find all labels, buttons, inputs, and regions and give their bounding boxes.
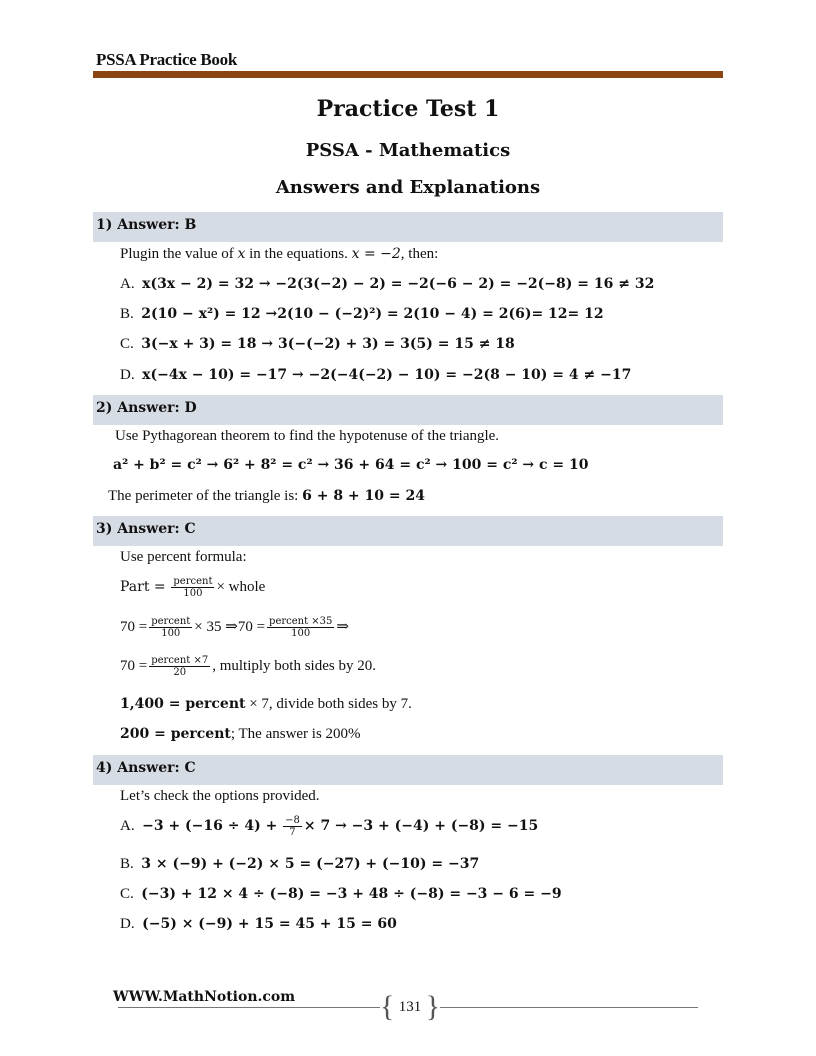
header-rule — [93, 71, 723, 78]
left-brace-glyph: { — [380, 990, 395, 1023]
q3-formula: Part = $\frac{\text{percent}}{100}$ × whole — [120, 576, 266, 599]
q4-option-d: D. (−5) × (−9) + 15 = 45 + 15 = 60 — [120, 916, 397, 932]
footer-rule-right — [440, 1007, 698, 1008]
q3-step-4: 200 = percent; The answer is 200% — [120, 726, 361, 742]
fraction-percent-over-100: $\frac{\text{percent}}{100}$ — [151, 616, 191, 639]
q1-option-c: C. 3(−x + 3) = 18 → 3(−(−2) + 3) = 3(5) = 15 ≠ 18 — [120, 336, 515, 352]
right-brace-glyph: } — [425, 990, 440, 1023]
q3-step-2: 70 = $\frac{\text{percent ×7}}{20}$ , multiply both sides by 20. — [120, 655, 376, 678]
test-title: Practice Test 1 — [316, 96, 500, 122]
q2-intro: Use Pythagorean theorem to find the hypotenuse of the triangle. — [115, 428, 500, 444]
q3-intro: Use percent formula: — [120, 549, 247, 565]
section-title: Answers and Explanations — [275, 177, 541, 198]
q4-option-c: C. (−3) + 12 × 4 ÷ (−8) = −3 + 48 ÷ (−8) = −3 − 6 = −9 — [120, 886, 562, 902]
q4-option-b: B. 3 × (−9) + (−2) × 5 = (−27) + (−10) = −37 — [120, 856, 480, 872]
subject-title: PSSA - Mathematics — [305, 140, 511, 161]
q2-pythagoras: a² + b² = c² → 6² + 8² = c² → 36 + 64 = c² → 100 = c² → c = 10 — [113, 457, 589, 473]
book-title: PSSA Practice Book — [96, 50, 237, 69]
q4-intro: Let’s check the options provided. — [120, 788, 320, 804]
answer-band-3 — [93, 516, 723, 546]
page-number-box — [380, 992, 440, 1024]
answer-band-4 — [93, 755, 723, 785]
q1-option-b: B. 2(10 − x²) = 12 →2(10 − (−2)²) = 2(10 − 4) = 2(6)= 12= 12 — [120, 306, 604, 322]
fraction-percent35-over-100: $\frac{\text{percent ×35}}{100}$ — [269, 616, 333, 639]
answer-2-heading: 2) Answer: D — [96, 400, 197, 416]
fraction-percent7-over-20: $\frac{\text{percent ×7}}{20}$ — [151, 655, 209, 678]
fraction-neg8-over-7: $\frac{-8}{7}$ — [285, 815, 300, 838]
answer-1-heading: 1) Answer: B — [96, 217, 197, 233]
fraction-percent-over-100: $\frac{\text{percent}}{100}$ — [173, 576, 213, 599]
answer-band-2 — [93, 395, 723, 425]
q4-option-a: A. −3 + (−16 ÷ 4) + $\frac{-8}{7}$ × 7 → −3 + (−4) + (−8) = −15 — [120, 815, 539, 838]
page-number: 131 — [398, 999, 422, 1015]
q3-step-1: 70 = $\frac{\text{percent}}{100}$ × 35 ⇒70 = $\frac{\text{percent ×35}}{100}$ ⇒ — [120, 616, 349, 639]
answer-4-heading: 4) Answer: C — [96, 760, 196, 776]
footer-rule-left — [118, 1007, 380, 1008]
answer-3-heading: 3) Answer: C — [96, 521, 196, 537]
q3-step-3: 1,400 = percent × 7, divide both sides by 7. — [120, 696, 412, 712]
footer-website: WWW.MathNotion.com — [113, 989, 296, 1005]
q1-option-d: D. x(−4x − 10) = −17 → −2(−4(−2) − 10) = −2(8 − 10) = 4 ≠ −17 — [120, 367, 632, 383]
q1-intro: Plugin the value of x in the equations. x = −2, then: — [120, 246, 439, 262]
q2-perimeter: The perimeter of the triangle is: 6 + 8 + 10 = 24 — [108, 488, 425, 504]
q1-option-a: A. x(3x − 2) = 32 → −2(3(−2) − 2) = −2(−6 − 2) = −2(−8) = 16 ≠ 32 — [120, 276, 655, 292]
answer-band-1 — [93, 212, 723, 242]
